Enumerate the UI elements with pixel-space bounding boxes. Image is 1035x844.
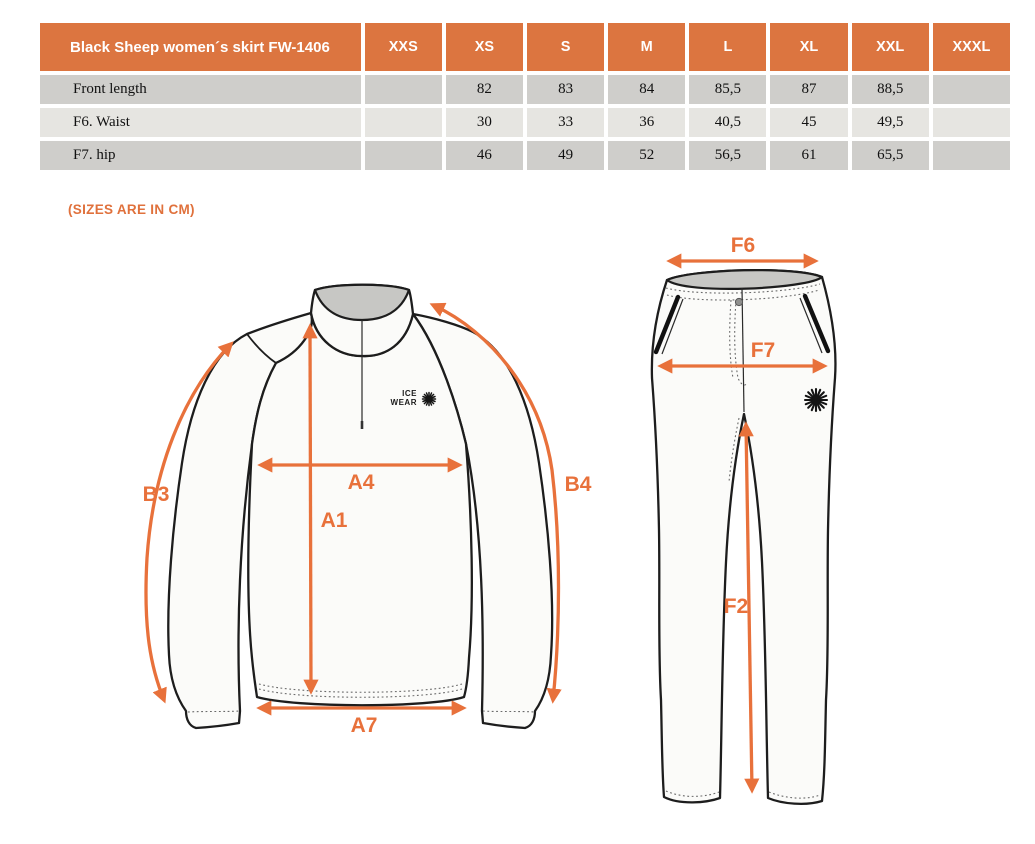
measure-label-b3: B3 [142,483,170,506]
size-header-m: M [608,23,685,71]
size-value-cell [933,141,1010,170]
size-value-cell: 65,5 [852,141,929,170]
size-value-cell: 45 [770,108,847,137]
snowflake-icon [423,393,436,406]
size-value-cell: 82 [446,75,523,104]
size-value-cell [365,75,442,104]
measure-label-a7: A7 [350,714,378,737]
size-header-xl: XL [770,23,847,71]
size-value-cell [933,108,1010,137]
size-value-cell: 52 [608,141,685,170]
measure-label-f7: F7 [750,339,776,362]
size-header-s: S [527,23,604,71]
size-header-xxl: XXL [852,23,929,71]
size-value-cell: 88,5 [852,75,929,104]
measure-label-b4: B4 [564,473,592,496]
size-value-cell: 87 [770,75,847,104]
size-value-cell [365,108,442,137]
size-value-cell: 49,5 [852,108,929,137]
measure-label-a1: A1 [320,509,348,532]
pants-diagram [615,235,955,835]
size-value-cell: 33 [527,108,604,137]
size-value-cell [933,75,1010,104]
size-value-cell: 83 [527,75,604,104]
shirt-body [248,313,472,705]
size-value-cell: 40,5 [689,108,766,137]
size-header-l: L [689,23,766,71]
table-row [40,141,1010,170]
size-value-cell: 30 [446,108,523,137]
size-value-cell [365,141,442,170]
size-chart-table [36,19,1014,174]
shirt-diagram [120,250,600,750]
snowflake-icon [805,389,827,411]
waist-button [735,298,742,305]
row-label: F6. Waist [40,108,361,137]
row-label: F7. hip [40,141,361,170]
size-value-cell: 36 [608,108,685,137]
size-header-xxxl: XXXL [933,23,1010,71]
size-value-cell: 46 [446,141,523,170]
table-row [40,108,1010,137]
product-title-cell: Black Sheep women´s skirt FW-1406 [40,23,361,71]
size-value-cell: 56,5 [689,141,766,170]
size-value-cell: 84 [608,75,685,104]
measure-label-a4: A4 [347,471,375,494]
logo-text-wear: WEAR [390,398,417,407]
size-value-cell: 49 [527,141,604,170]
size-value-cell: 85,5 [689,75,766,104]
sizes-note: (SIZES ARE IN CM) [68,202,195,217]
measure-label-f6: F6 [730,234,756,257]
pants-body [652,270,836,804]
size-header-xxs: XXS [365,23,442,71]
size-value-cell: 61 [770,141,847,170]
size-header-xs: XS [446,23,523,71]
table-header-row [40,23,1010,71]
measure-label-f2: F2 [723,595,749,618]
table-row [40,75,1010,104]
row-label: Front length [40,75,361,104]
measure-arrow-a1 [310,327,311,691]
logo-text-ice: ICE [402,389,417,398]
